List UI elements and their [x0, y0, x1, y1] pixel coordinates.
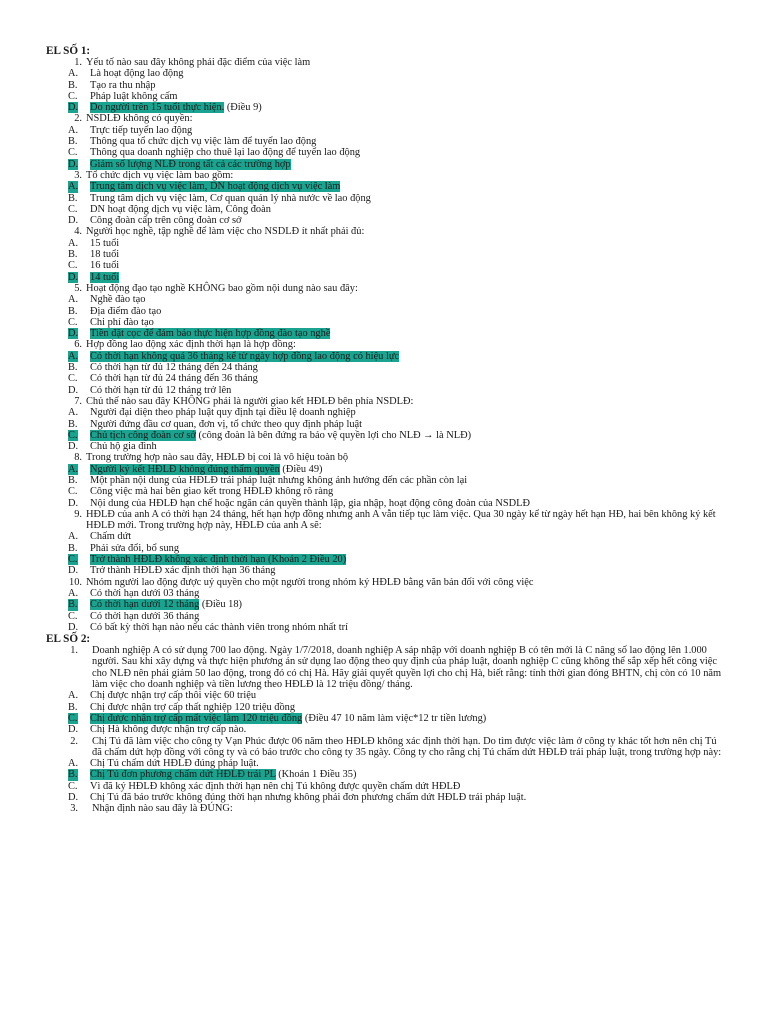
option-letter: B.: [68, 249, 78, 261]
question-text: Hợp đồng lao động xác định thời hạn là hợp đồng:: [86, 339, 296, 351]
question-number: 10.: [69, 576, 82, 588]
option-letter: C.: [68, 203, 78, 215]
answer-option: [0, 91, 768, 102]
option-text: Chị Tú đã báo trước không đúng thời hạn nhưng không phải đơn phương chấm dứt HĐLĐ trái pháp luật.: [90, 792, 527, 803]
option-letter: A.: [68, 758, 79, 770]
option-text: Chị Hà không được nhận trợ cấp nào.: [90, 724, 247, 736]
answer-option: [0, 193, 768, 204]
option-note: (Điều 9): [224, 102, 262, 114]
option-letter: C.: [68, 712, 78, 724]
option-text: Có thời hạn từ đủ 12 tháng trở lên: [90, 384, 232, 396]
answer-option-highlighted: [0, 272, 768, 283]
answer-option-highlighted: [0, 464, 768, 475]
answer-option-highlighted: [0, 554, 768, 565]
option-letter: D.: [68, 497, 79, 509]
answer-option: [0, 317, 768, 328]
answer-option-highlighted: [0, 102, 768, 113]
option-letter: C.: [68, 486, 78, 498]
option-letter: C.: [68, 780, 78, 792]
option-letter: A.: [68, 294, 79, 306]
option-letter: A.: [68, 350, 79, 362]
option-letter: B.: [68, 192, 78, 204]
question-number: 2.: [70, 735, 78, 747]
option-letter: D.: [68, 102, 79, 114]
option-text: DN hoạt động dịch vụ việc làm, Công đoàn: [90, 203, 271, 215]
question-text: Hoạt động đạo tạo nghề KHÔNG bao gồm nội dung nào sau đây:: [86, 282, 358, 294]
option-text: Nghề đào tạo: [90, 294, 146, 306]
option-text: Tiền đặt cọc để đảm bảo thực hiện hợp đồng đào tạo nghề: [90, 328, 331, 340]
question-text: Chủ thể nào sau đây KHÔNG phải là người giao kết HĐLĐ bên phía NSDLĐ:: [86, 395, 414, 407]
question: [0, 113, 768, 124]
answer-option: [0, 249, 768, 260]
question-text: Nhóm người lao động được uỷ quyền cho một người trong nhóm ký HĐLĐ bằng văn bản đối với công việc: [86, 576, 534, 588]
answer-option: [0, 588, 768, 599]
option-text: Địa điểm đào tạo: [90, 305, 162, 317]
option-note: (Điều 18): [199, 599, 242, 611]
answer-option-highlighted: [0, 769, 768, 780]
answer-option-highlighted: [0, 181, 768, 192]
answer-option: [0, 419, 768, 430]
question-text: Trong trường hợp nào sau đây, HĐLĐ bị coi là vô hiệu toàn bộ: [86, 452, 349, 464]
option-letter: B.: [68, 305, 78, 317]
question: [0, 452, 768, 463]
question-text: Chị Tú đã làm việc cho công ty Vạn Phúc được 06 năm theo HĐLĐ không xác định thời hạn. Do tìm được việc làm ở công ty khác tốt hơn nên chị Tú đã chấm dứt hợp đồng với công ty và có báo trước cho công ty 35 ngày. Công ty cho rằng chị Tú chấm dứt HĐLĐ trái pháp luật, trong trường hợp này:: [92, 735, 722, 758]
option-text: Có thời hạn dưới 03 tháng: [90, 587, 200, 599]
document: [0, 45, 768, 815]
option-text: Có thời hạn từ đủ 24 tháng đến 36 tháng: [90, 373, 258, 385]
option-note: (Điều 49): [279, 463, 323, 475]
answer-option: [0, 781, 768, 792]
question-number: 1.: [70, 645, 78, 657]
question-number: 3.: [70, 803, 78, 815]
question-text: Doanh nghiệp A có sử dụng 700 lao động. Ngày 1/7/2018, doanh nghiệp A sáp nhập với doanh nghiệp B có tên mới là C nâng số lao động lên 1.000 người. Sau khi xây dựng và thực hiện phương án sử dụng lao động theo quy định của pháp luật, doanh nghiệp C cũng không thể sắp xếp hết công việc cho NLĐ nên phải giảm 50 lao động, trong đó có chị Hà. Hãy giải quyết quyền lợi cho chị Hà, biết rằng: tính thời gian đóng BHTN, chị còn có 10 năm làm việc cho doanh nghiệp và tiền lương theo HĐLĐ là 12 triệu đồng/ tháng.: [92, 645, 722, 691]
option-text: Tạo ra thu nhập: [90, 79, 156, 91]
question: [0, 57, 768, 68]
option-text: Pháp luật không cấm: [90, 90, 178, 102]
option-letter: A.: [68, 237, 79, 249]
answer-option: [0, 68, 768, 79]
option-letter: C.: [68, 90, 78, 102]
question-text: HĐLĐ của anh A có thời hạn 24 tháng, hết hạn hợp đồng nhưng anh A vẫn tiếp tục làm việc. Qua 30 ngày kể từ ngày hết hạn HĐ, hai bên không ký kết HĐLĐ mới. Trong trường hợp này, HĐLĐ của anh A sẽ:: [86, 508, 716, 532]
answer-option: [0, 724, 768, 735]
option-text: Người đại diện theo pháp luật quy định tại điều lệ doanh nghiệp: [90, 407, 356, 419]
option-letter: C.: [68, 373, 78, 385]
option-letter: D.: [68, 384, 79, 396]
option-text: Công việc mà hai bên giao kết trong HĐLĐ không rõ ràng: [90, 486, 334, 498]
option-letter: D.: [68, 158, 79, 170]
question: [0, 736, 768, 759]
option-text: Có thời hạn không quá 36 tháng kể từ ngày hợp đồng lao động có hiệu lực: [90, 350, 400, 362]
answer-option: [0, 531, 768, 542]
question-number: 5.: [74, 282, 82, 294]
option-letter: A.: [68, 690, 79, 702]
answer-option-highlighted: [0, 159, 768, 170]
option-letter: D.: [68, 621, 79, 633]
question-text: Người học nghề, tập nghề để làm việc cho NSDLĐ ít nhất phải đủ:: [86, 226, 365, 238]
option-text: Công đoàn cấp trên công đoàn cơ sở: [90, 215, 242, 227]
question: [0, 170, 768, 181]
question-number: 3.: [74, 169, 82, 181]
option-text: Chị được nhận trợ cấp thất nghiệp 120 triệu đồng: [90, 701, 296, 713]
option-text: Chi phí đào tạo: [90, 316, 154, 328]
option-letter: B.: [68, 701, 78, 713]
section-title: EL SỐ 2:: [46, 633, 91, 646]
answer-option: [0, 611, 768, 622]
question-number: 6.: [74, 339, 82, 351]
option-text: Một phần nội dung của HĐLĐ trái pháp luật nhưng không ảnh hưởng đến các phần còn lại: [90, 474, 468, 486]
option-letter: B.: [68, 769, 78, 781]
option-text: Là hoạt động lao động: [90, 68, 184, 80]
option-text: Có thời hạn dưới 36 tháng: [90, 610, 200, 622]
option-letter: B.: [68, 79, 78, 91]
option-text: 18 tuổi: [90, 249, 120, 261]
option-letter: B.: [68, 418, 78, 430]
question-number: 8.: [74, 452, 82, 464]
question: [0, 509, 768, 532]
answer-option-highlighted: [0, 328, 768, 339]
answer-option: [0, 441, 768, 452]
option-letter: D.: [68, 565, 79, 577]
option-letter: D.: [68, 215, 79, 227]
answer-option: [0, 294, 768, 305]
option-letter: A.: [68, 587, 79, 599]
option-text: 16 tuổi: [90, 260, 120, 272]
option-text: Trở thành HĐLĐ xác định thời hạn 36 tháng: [90, 565, 276, 577]
option-letter: C.: [68, 260, 78, 272]
question: [0, 645, 768, 690]
option-letter: D.: [68, 792, 79, 803]
option-text: Do người trên 15 tuổi thực hiện.: [90, 102, 225, 114]
option-letter: C.: [68, 147, 78, 159]
question-number: 9.: [74, 508, 82, 520]
section-title: EL SỐ 1:: [46, 45, 91, 57]
question: [0, 396, 768, 407]
option-note: (Khoản 1 Điều 35): [275, 769, 357, 781]
answer-option: [0, 758, 768, 769]
option-letter: C.: [68, 316, 78, 328]
option-text: Nội dung của HĐLĐ hạn chế hoặc ngăn cản quyền thành lập, gia nhập, hoạt động công đoàn của NSDLĐ: [90, 497, 531, 509]
question-text: Yếu tố nào sau đây không phải đặc điểm của việc làm: [86, 57, 311, 68]
answer-option: [0, 238, 768, 249]
option-letter: B.: [68, 474, 78, 486]
option-text: Người ký kết HĐLĐ không đúng thẩm quyền: [90, 463, 280, 475]
option-letter: B.: [68, 542, 78, 554]
option-letter: A.: [68, 463, 79, 475]
option-note: (công đoàn là bên đứng ra bảo vệ quyền lợi cho NLĐ → là NLĐ): [195, 429, 472, 441]
option-text: Thông qua doanh nghiệp cho thuê lại lao động để tuyển lao động: [90, 147, 361, 159]
option-text: 14 tuổi: [90, 271, 120, 283]
option-text: Có thời hạn từ đủ 12 tháng đến 24 tháng: [90, 362, 258, 374]
question: [0, 803, 768, 814]
option-letter: B.: [68, 362, 78, 374]
option-text: Chấm dứt: [90, 531, 132, 543]
option-text: Trung tâm dịch vụ việc làm, Cơ quan quản lý nhà nước về lao động: [90, 192, 371, 204]
answer-option: [0, 215, 768, 226]
option-text: Phải sửa đổi, bổ sung: [90, 542, 180, 554]
answer-option: [0, 565, 768, 576]
option-letter: D.: [68, 441, 79, 453]
answer-option: [0, 475, 768, 486]
option-letter: A.: [68, 407, 79, 419]
answer-option: [0, 260, 768, 271]
answer-option-highlighted: [0, 599, 768, 610]
answer-option: [0, 373, 768, 384]
option-text: Có thời hạn dưới 12 tháng: [90, 599, 200, 611]
answer-option-highlighted: [0, 713, 768, 724]
option-text: Vì đã ký HĐLĐ không xác định thời hạn nên chị Tú không được quyền chấm dứt HĐLĐ: [90, 780, 461, 792]
option-letter: A.: [68, 531, 79, 543]
answer-option: [0, 125, 768, 136]
option-letter: A.: [68, 68, 79, 80]
option-text: Giảm số lượng NLĐ trong tất cả các trường hợp: [90, 158, 291, 170]
answer-option: [0, 147, 768, 158]
option-letter: D.: [68, 724, 79, 736]
answer-option: [0, 486, 768, 497]
answer-option: [0, 362, 768, 373]
option-letter: D.: [68, 271, 79, 283]
question-number: 4.: [74, 226, 82, 238]
option-text: Chị được nhận trợ cấp mất việc làm 120 triệu đồng: [90, 712, 303, 724]
answer-option: [0, 407, 768, 418]
option-text: Người đứng đầu cơ quan, đơn vị, tổ chức theo quy định pháp luật: [90, 418, 363, 430]
question-number: 1.: [74, 57, 82, 68]
answer-option: [0, 543, 768, 554]
option-text: Chị Tú đơn phương chấm dứt HĐLĐ trái PL: [90, 769, 276, 781]
answer-option: [0, 385, 768, 396]
answer-option: [0, 136, 768, 147]
answer-option: [0, 690, 768, 701]
question-number: 2.: [74, 113, 82, 125]
option-letter: A.: [68, 181, 79, 193]
option-text: 15 tuổi: [90, 237, 120, 249]
answer-option: [0, 792, 768, 803]
option-text: Trở thành HĐLĐ không xác định thời hạn (Khoản 2 Điều 20): [90, 554, 347, 566]
answer-option: [0, 702, 768, 713]
option-text: Trung tâm dịch vụ việc làm, DN hoạt động dịch vụ việc làm: [90, 181, 341, 193]
option-text: Chủ tịch công đoàn cơ sở: [90, 429, 196, 441]
option-letter: B.: [68, 136, 78, 148]
question: [0, 226, 768, 237]
answer-option: [0, 498, 768, 509]
question: [0, 339, 768, 350]
option-text: Trực tiếp tuyển lao động: [90, 124, 193, 136]
option-letter: C.: [68, 429, 78, 441]
option-text: Chị được nhận trợ cấp thôi việc 60 triệu: [90, 690, 257, 702]
question-text: Nhận định nào sau đây là ĐÚNG:: [92, 803, 233, 815]
question-number: 7.: [74, 395, 82, 407]
answer-option-highlighted: [0, 430, 768, 441]
question: [0, 577, 768, 588]
question: [0, 283, 768, 294]
option-text: Có bất kỳ thời hạn nào nếu các thành viên trong nhóm nhất trí: [90, 621, 348, 633]
option-letter: A.: [68, 124, 79, 136]
option-text: Thông qua tổ chức dịch vụ việc làm để tuyển lao động: [90, 136, 317, 148]
question-text: Tổ chức dịch vụ việc làm bao gồm:: [86, 169, 234, 181]
answer-option: [0, 622, 768, 633]
answer-option: [0, 204, 768, 215]
option-text: Chị Tú chấm dứt HĐLĐ đúng pháp luật.: [90, 758, 259, 770]
answer-option-highlighted: [0, 351, 768, 362]
option-letter: C.: [68, 554, 78, 566]
answer-option: [0, 306, 768, 317]
option-note: (Điều 47 10 năm làm việc*12 tr tiền lương): [302, 712, 487, 724]
option-letter: C.: [68, 610, 78, 622]
question-text: NSDLĐ không có quyền:: [86, 113, 193, 125]
answer-option: [0, 80, 768, 91]
option-letter: B.: [68, 599, 78, 611]
option-text: Chủ hộ gia đình: [90, 441, 157, 453]
option-letter: D.: [68, 328, 79, 340]
